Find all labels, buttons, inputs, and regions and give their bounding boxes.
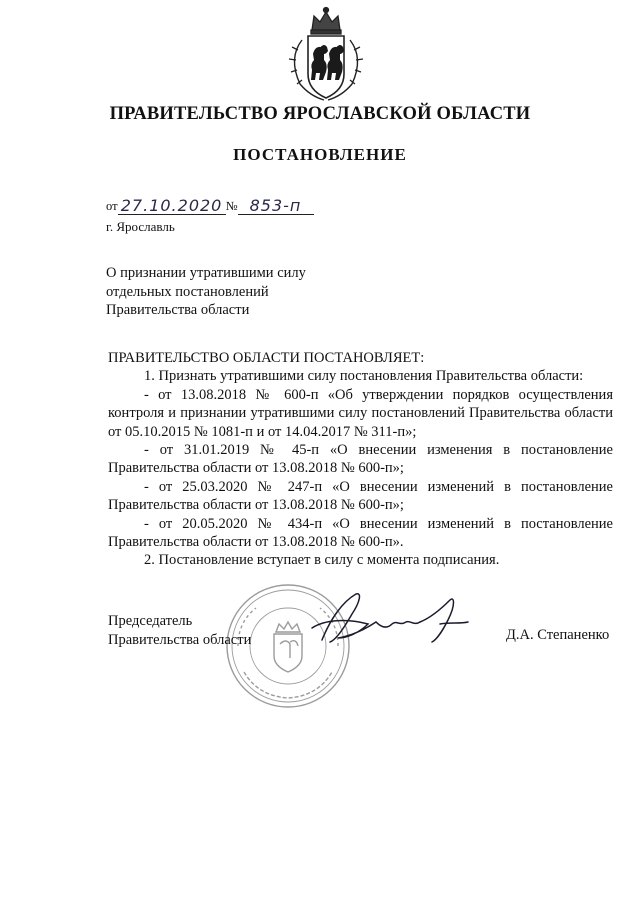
city: г. Ярославль <box>106 219 175 234</box>
subject-block <box>106 264 306 320</box>
handwritten-signature-icon <box>290 580 480 660</box>
coat-of-arms-icon <box>276 4 376 102</box>
position-line: Председатель <box>108 613 193 629</box>
resolution-lead: ПРАВИТЕЛЬСТВО ОБЛАСТИ ПОСТАНОВЛЯЕТ: <box>108 350 425 366</box>
resolution-item: - от 20.05.2020 № 434-п «О внесении изменений в постановление Правительства области от 13.08.2018 № 600-п». <box>108 515 613 551</box>
number-prefix: № <box>225 199 238 213</box>
resolution-item: 1. Признать утратившими силу постановления Правительства области: <box>144 368 584 385</box>
resolution-body <box>108 349 613 570</box>
position-line: Правительства области <box>108 631 252 648</box>
signatory-name: Д.А. Степаненко <box>506 627 610 643</box>
document-date: 27.10.2020 <box>118 196 226 215</box>
document-type: ПОСТАНОВЛЕНИЕ <box>233 145 407 164</box>
signatory-position <box>108 612 251 649</box>
date-prefix: от <box>106 199 118 213</box>
resolution-item: 2. Постановление вступает в силу с момента подписания. <box>144 552 500 569</box>
government-title: ПРАВИТЕЛЬСТВО ЯРОСЛАВСКОЙ ОБЛАСТИ <box>109 104 531 124</box>
subject-line: отдельных постановлений <box>106 283 269 300</box>
resolution-item: - от 25.03.2020 № 247-п «О внесении изменений в постановление Правительства области от 13.08.2018 № 600-п»; <box>108 478 613 514</box>
subject-line: Правительства области <box>106 302 250 319</box>
resolution-item: - от 13.08.2018 № 600-п «Об утверждении порядков осуществления контроля и признании утратившими силу постановлений Правительства области от 05.10.2015 № 1081-п и от 14.04.2017 № 311-п»; <box>108 386 613 440</box>
resolution-item: - от 31.01.2019 № 45-п «О внесении изменения в постановление Правительства области от 13.08.2018 № 600-п»; <box>108 442 613 477</box>
subject-line: О признании утратившими силу <box>106 265 306 281</box>
document-number: 853-п <box>238 196 314 215</box>
date-number-line <box>106 196 314 215</box>
